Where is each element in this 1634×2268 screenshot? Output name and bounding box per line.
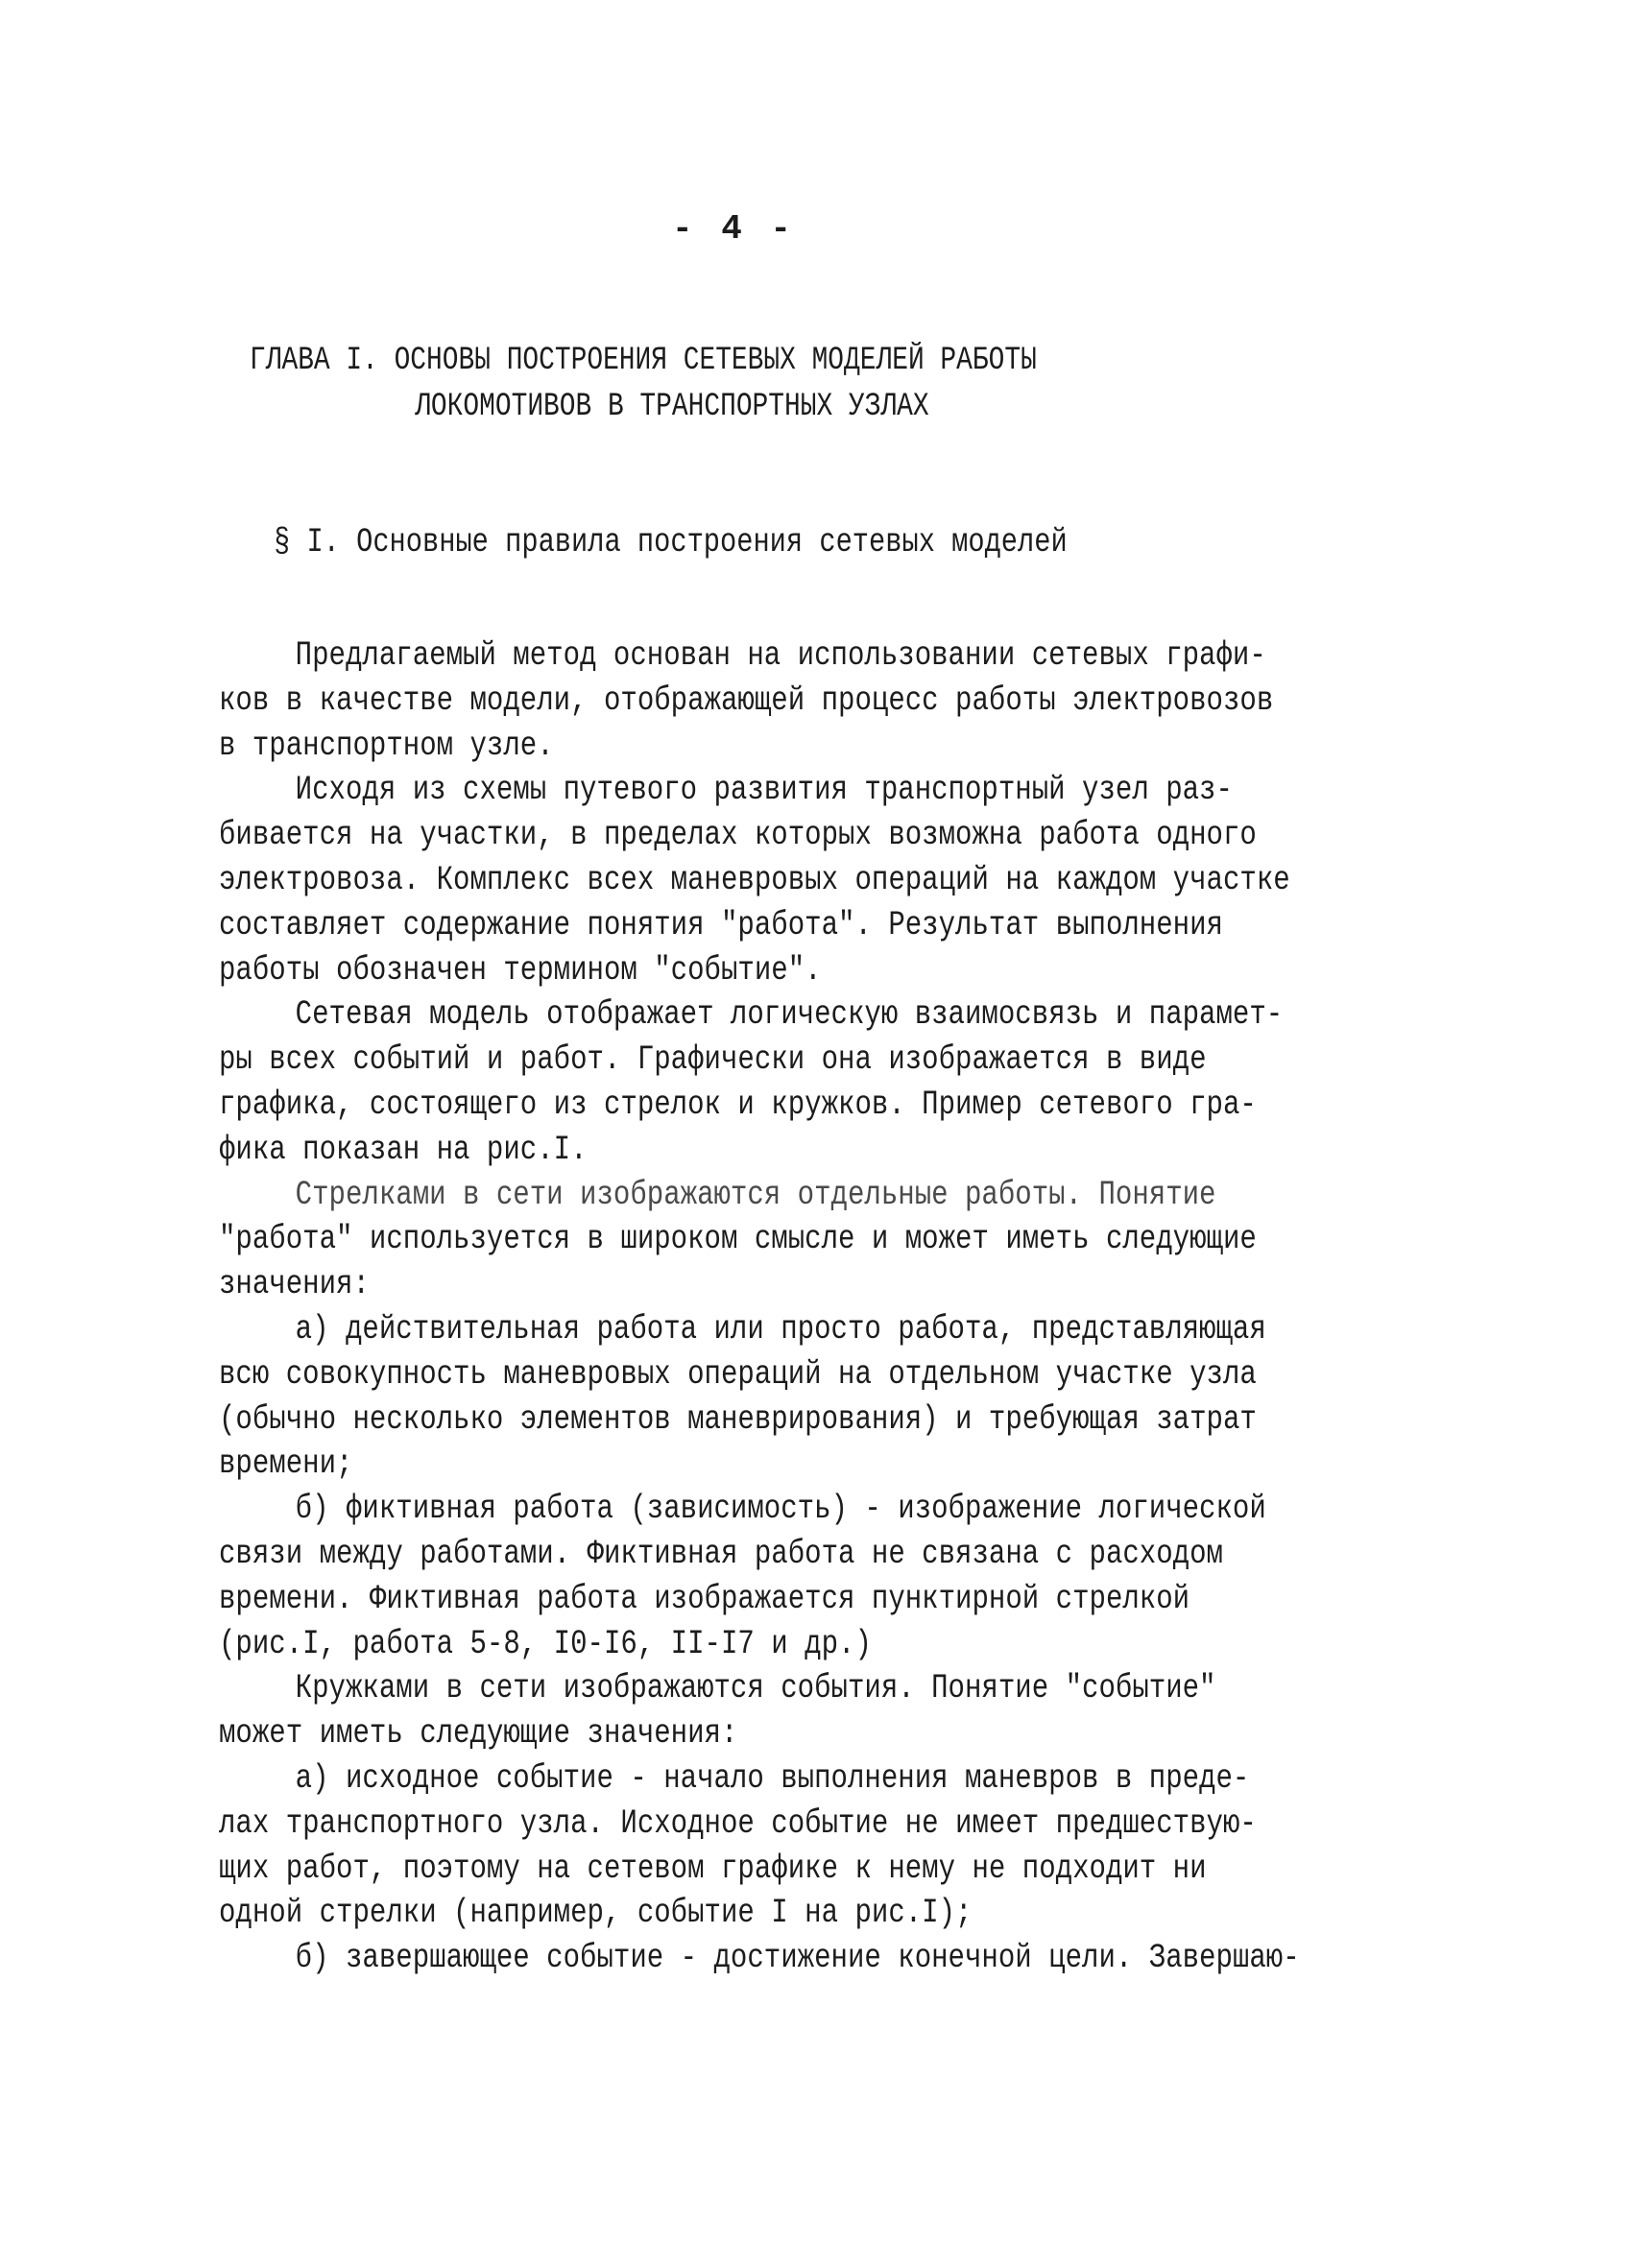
text-line: (рис.I, работа 5-8, I0-I6, II-I7 и др.) <box>219 1624 872 1663</box>
text-line: одной стрелки (например, событие I на рис.I); <box>219 1894 973 1933</box>
text-line: времени. Фиктивная работа изображается пунктирной стрелкой <box>219 1579 1190 1618</box>
text-line: составляет содержание понятия "работа". Результат выполнения <box>219 905 1223 944</box>
text-line: "работа" используется в широком смысле и может иметь следующие <box>219 1220 1257 1259</box>
section-title: § I. Основные правила построения сетевых моделей <box>274 523 1068 561</box>
text-line: а) действительная работа или просто работа, представляющая <box>295 1309 1266 1349</box>
page-number: - 4 - <box>672 209 796 249</box>
chapter-title-line-2: ЛОКОМОТИВОВ В ТРАНСПОРТНЫХ УЗЛАХ <box>415 389 929 425</box>
text-line: связи между работами. Фиктивная работа не связана с расходом <box>219 1534 1223 1573</box>
text-line: может иметь следующие значения: <box>219 1714 738 1754</box>
text-line: ков в качестве модели, отображающей процесс работы электровозов <box>219 680 1274 720</box>
text-line: а) исходное событие - начало выполнения маневров в преде- <box>295 1758 1250 1798</box>
text-line: всю совокупность маневровых операций на отдельном участке узла <box>219 1354 1257 1394</box>
text-line: графика, состоящего из стрелок и кружков. Пример сетевого гра- <box>219 1085 1257 1124</box>
text-line: бивается на участки, в пределах которых возможна работа одного <box>219 816 1257 855</box>
text-line: Предлагаемый метод основан на использовании сетевых графи- <box>295 636 1266 675</box>
text-line: щих работ, поэтому на сетевом графике к нему не подходит ни <box>219 1849 1207 1888</box>
text-line: б) фиктивная работа (зависимость) - изображение логической <box>295 1490 1266 1529</box>
text-line: Стрелками в сети изображаются отдельные работы. Понятие <box>295 1175 1216 1214</box>
text-line: б) завершающее событие - достижение конечной цели. Завершаю- <box>295 1939 1300 1978</box>
chapter-title <box>250 338 1037 430</box>
chapter-title-line-1: ГЛАВА I. ОСНОВЫ ПОСТРОЕНИЯ СЕТЕВЫХ МОДЕЛЕЙ РАБОТЫ <box>250 343 1037 379</box>
text-line: лах транспортного узла. Исходное событие не имеет предшествую- <box>219 1803 1257 1843</box>
text-line: значения: <box>219 1265 370 1304</box>
text-line: электровоза. Комплекс всех маневровых операций на каждом участке <box>219 860 1290 899</box>
text-line: в транспортном узле. <box>219 726 554 765</box>
text-line: Исходя из схемы путевого развития транспортный узел раз- <box>295 771 1233 810</box>
text-line: Кружками в сети изображаются события. Понятие "событие" <box>295 1669 1216 1708</box>
text-line: Сетевая модель отображает логическую взаимосвязь и парамет- <box>295 995 1284 1035</box>
text-line: времени; <box>219 1444 353 1484</box>
body-text <box>219 633 1457 1981</box>
text-line: (обычно несколько элементов маневрирования) и требующая затрат <box>219 1399 1257 1439</box>
text-line: ры всех событий и работ. Графически она изображается в виде <box>219 1040 1207 1080</box>
text-line: работы обозначен термином "событие". <box>219 950 822 990</box>
text-line: фика показан на рис.I. <box>219 1130 588 1169</box>
